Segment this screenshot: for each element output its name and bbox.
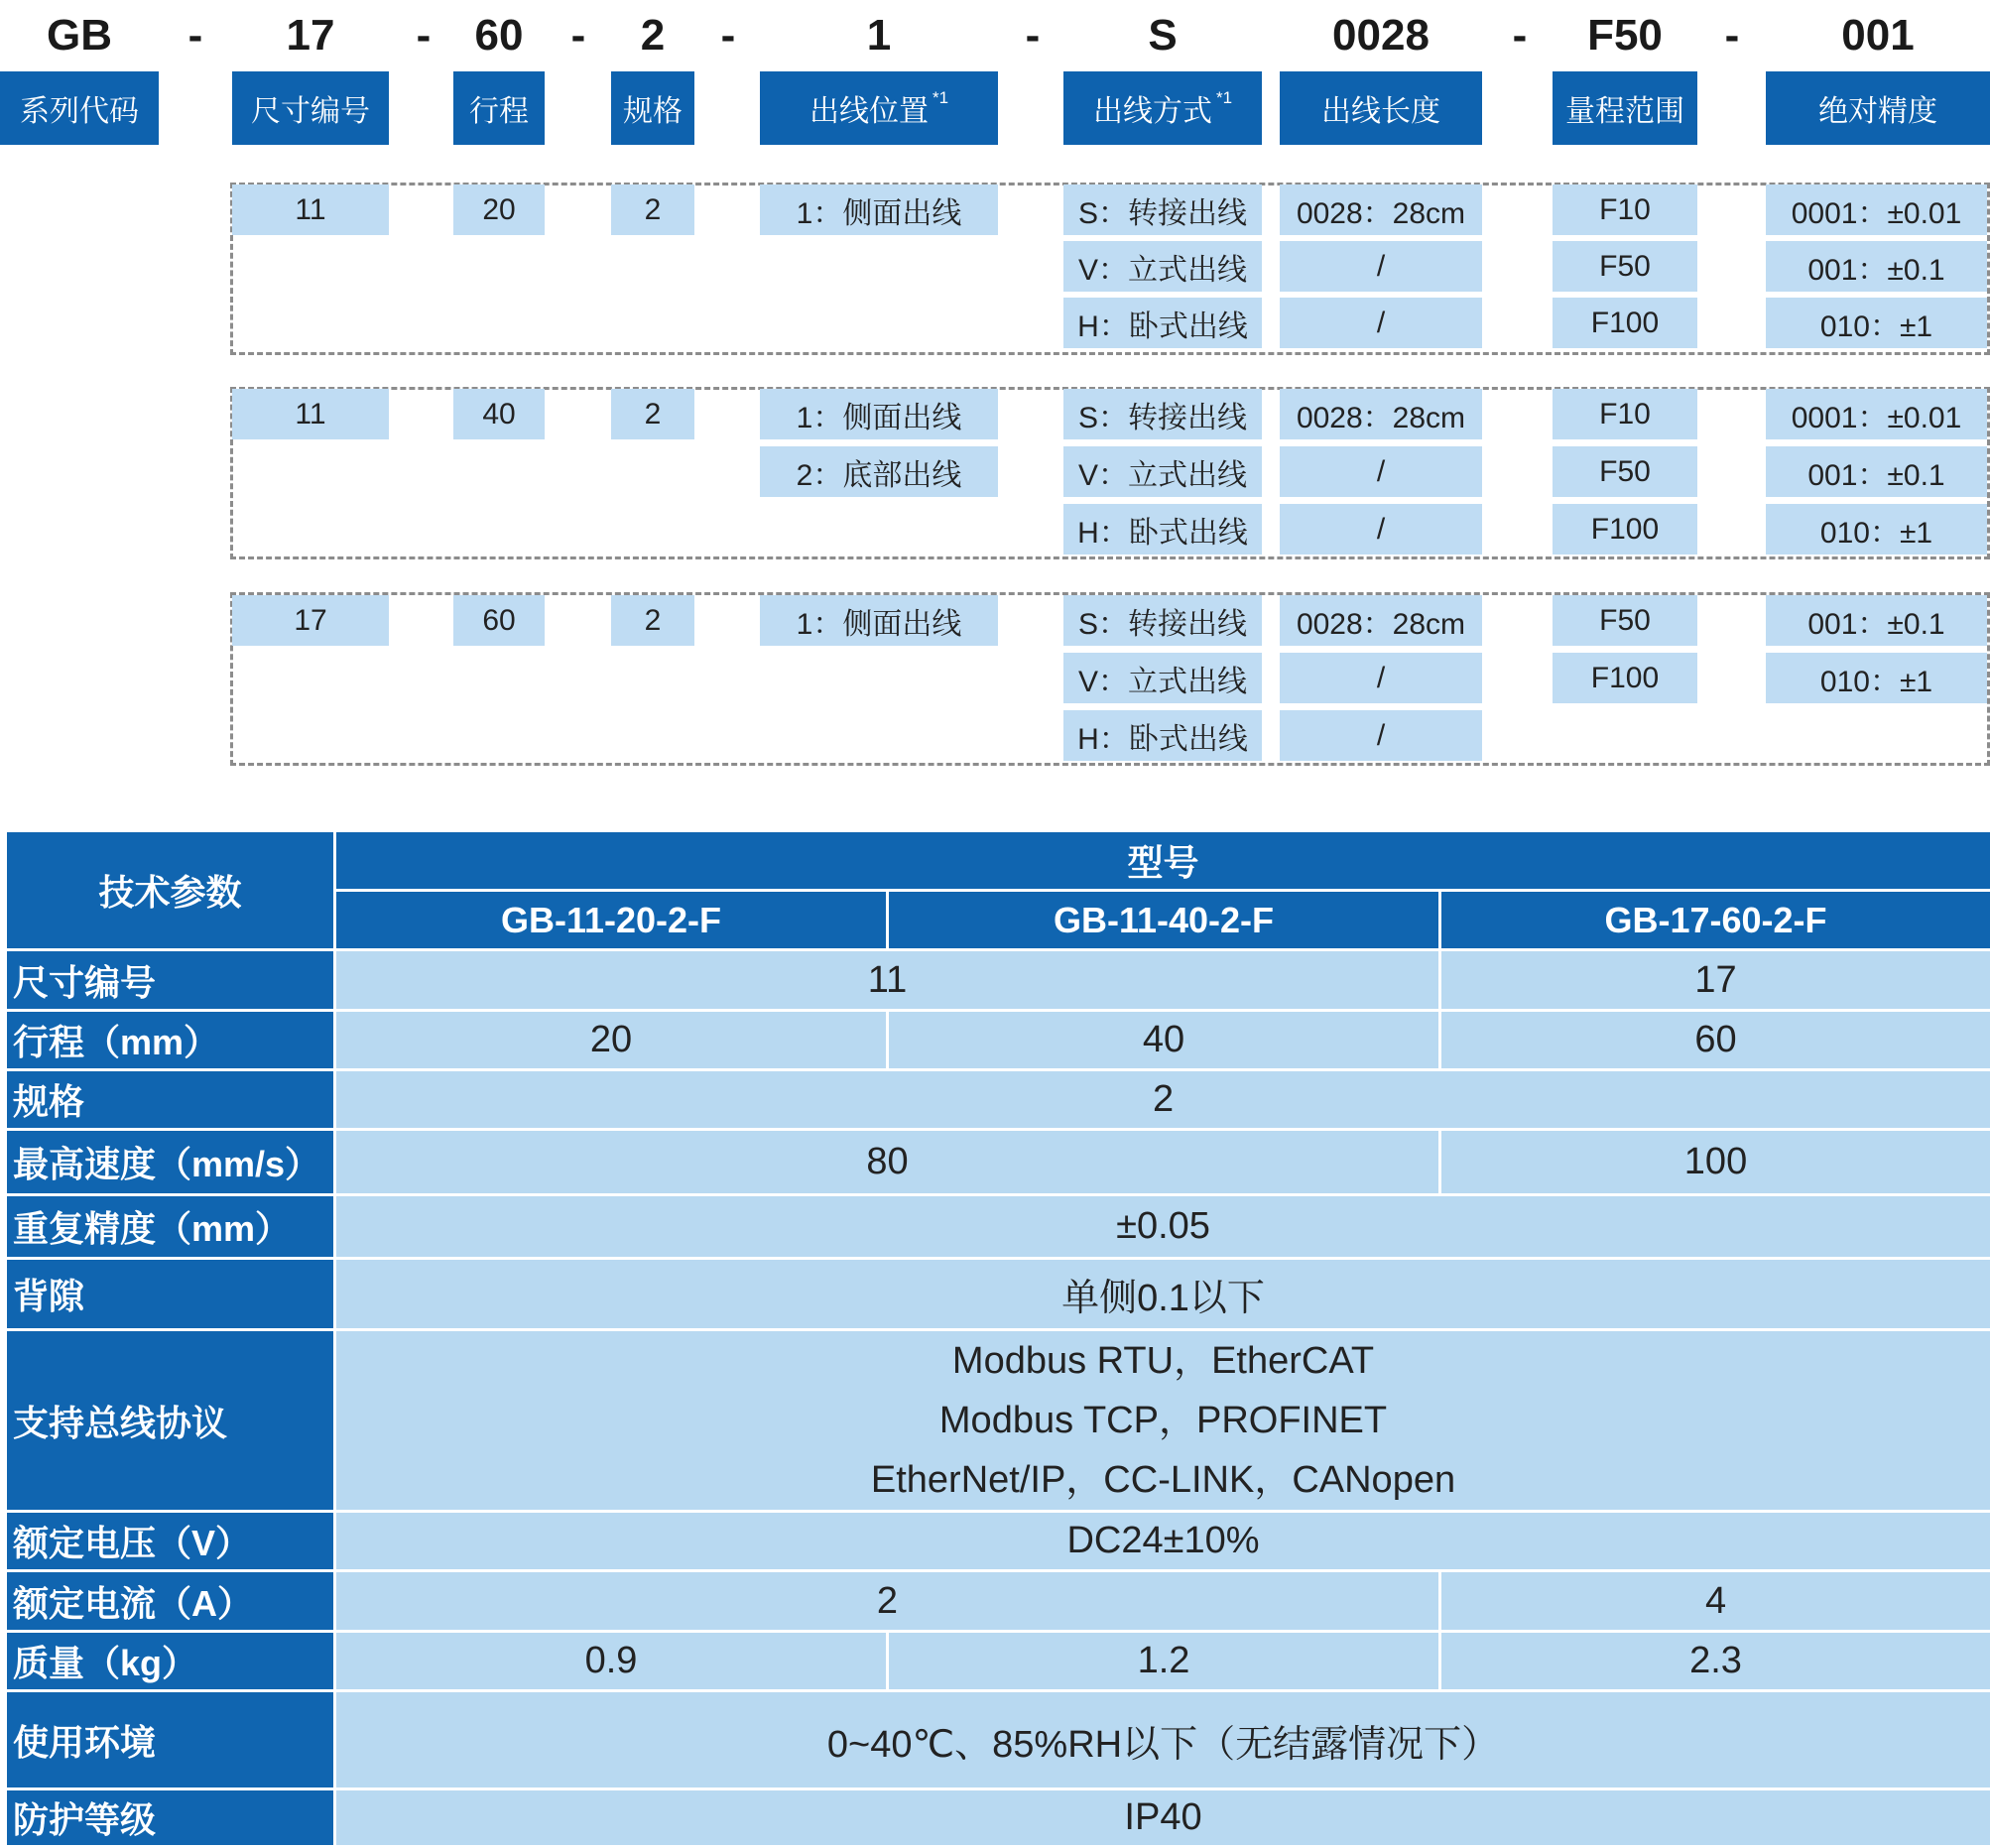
label-series: 系列代码 bbox=[0, 71, 159, 145]
option-size: 17 bbox=[232, 595, 389, 646]
table-row bbox=[6, 1195, 1990, 1259]
table-row bbox=[6, 950, 1990, 1011]
model-name: GB-11-40-2-F bbox=[888, 891, 1440, 950]
table-row bbox=[6, 1330, 1990, 1512]
option-range: F50 bbox=[1553, 446, 1697, 497]
code-dash: - bbox=[409, 4, 438, 67]
option-size: 11 bbox=[232, 389, 389, 439]
option-cable-length: 0028：28cm bbox=[1280, 185, 1482, 235]
model-name: GB-11-20-2-F bbox=[335, 891, 888, 950]
table-row bbox=[6, 1011, 1990, 1070]
option-stroke: 20 bbox=[453, 185, 545, 235]
code-dash: - bbox=[1505, 4, 1535, 67]
code-dash: - bbox=[181, 4, 210, 67]
option-accuracy: 0001：±0.01 bbox=[1766, 389, 1987, 439]
label-size: 尺寸编号 bbox=[232, 71, 389, 145]
cell-value: 60 bbox=[1440, 1011, 1990, 1070]
spec-corner-label: 技术参数 bbox=[6, 831, 335, 950]
code-outlet-position: 1 bbox=[760, 4, 998, 67]
cell-value: 20 bbox=[335, 1011, 888, 1070]
option-outlet-method: S：转接出线 bbox=[1063, 185, 1262, 235]
cell-value: 0~40℃、85%RH以下（无结露情况下） bbox=[335, 1691, 1990, 1789]
option-cable-length: / bbox=[1280, 241, 1482, 292]
option-range: F50 bbox=[1553, 241, 1697, 292]
cell-value: 2 bbox=[335, 1571, 1440, 1632]
table-row bbox=[6, 1259, 1990, 1330]
protocol-line: Modbus TCP，PROFINET bbox=[336, 1391, 1990, 1450]
option-cable-length: / bbox=[1280, 446, 1482, 497]
option-accuracy: 010：±1 bbox=[1766, 653, 1987, 703]
cell-value: 0.9 bbox=[335, 1632, 888, 1691]
table-row bbox=[6, 1789, 1990, 1847]
option-outlet-method: H：卧式出线 bbox=[1063, 710, 1262, 761]
footnote-mark: *1 bbox=[933, 88, 948, 108]
option-outlet-method: V：立式出线 bbox=[1063, 653, 1262, 703]
option-range: F10 bbox=[1553, 389, 1697, 439]
protocol-line: Modbus RTU，EtherCAT bbox=[336, 1331, 1990, 1391]
option-cable-length: / bbox=[1280, 298, 1482, 348]
model-header: 型号 bbox=[335, 831, 1990, 891]
option-accuracy: 001：±0.1 bbox=[1766, 241, 1987, 292]
row-label: 支持总线协议 bbox=[6, 1330, 335, 1512]
option-range: F50 bbox=[1553, 595, 1697, 646]
code-size: 17 bbox=[232, 4, 389, 67]
option-outlet-position: 1：侧面出线 bbox=[760, 185, 998, 235]
option-cable-length: 0028：28cm bbox=[1280, 595, 1482, 646]
cell-value: 2.3 bbox=[1440, 1632, 1990, 1691]
option-cable-length: / bbox=[1280, 710, 1482, 761]
option-outlet-position: 1：侧面出线 bbox=[760, 389, 998, 439]
row-label: 使用环境 bbox=[6, 1691, 335, 1789]
table-row bbox=[6, 1632, 1990, 1691]
cell-value: 100 bbox=[1440, 1130, 1990, 1195]
cell-value: IP40 bbox=[335, 1789, 1990, 1847]
code-outlet-method: S bbox=[1063, 4, 1262, 67]
code-spec: 2 bbox=[611, 4, 694, 67]
cell-value: 4 bbox=[1440, 1571, 1990, 1632]
label-spec: 规格 bbox=[611, 71, 694, 145]
option-accuracy: 0001：±0.01 bbox=[1766, 185, 1987, 235]
label-accuracy: 绝对精度 bbox=[1766, 71, 1990, 145]
row-label: 额定电压（V） bbox=[6, 1512, 335, 1571]
label-cable-length: 出线长度 bbox=[1280, 71, 1482, 145]
row-label: 最高速度（mm/s） bbox=[6, 1130, 335, 1195]
code-series: GB bbox=[0, 4, 159, 67]
protocol-list bbox=[335, 1330, 1990, 1512]
row-label: 背隙 bbox=[6, 1259, 335, 1330]
row-label: 行程（mm） bbox=[6, 1011, 335, 1070]
option-range: F100 bbox=[1553, 504, 1697, 554]
code-dash: - bbox=[1018, 4, 1048, 67]
cell-value: 单侧0.1以下 bbox=[335, 1259, 1990, 1330]
protocol-line: EtherNet/IP，CC-LINK，CANopen bbox=[336, 1450, 1990, 1510]
code-dash: - bbox=[563, 4, 593, 67]
row-label: 重复精度（mm） bbox=[6, 1195, 335, 1259]
option-accuracy: 001：±0.1 bbox=[1766, 446, 1987, 497]
cell-value: ±0.05 bbox=[335, 1195, 1990, 1259]
cell-value: 80 bbox=[335, 1130, 1440, 1195]
cell-value: 17 bbox=[1440, 950, 1990, 1011]
model-name: GB-17-60-2-F bbox=[1440, 891, 1990, 950]
code-stroke: 60 bbox=[453, 4, 545, 67]
option-accuracy: 001：±0.1 bbox=[1766, 595, 1987, 646]
cell-value: 2 bbox=[335, 1070, 1990, 1130]
option-range: F100 bbox=[1553, 298, 1697, 348]
option-range: F100 bbox=[1553, 653, 1697, 703]
spec-table bbox=[4, 829, 1990, 1848]
row-label: 规格 bbox=[6, 1070, 335, 1130]
cell-value: 11 bbox=[335, 950, 1440, 1011]
code-accuracy: 001 bbox=[1766, 4, 1990, 67]
table-row bbox=[6, 1070, 1990, 1130]
option-spec: 2 bbox=[611, 389, 694, 439]
cell-value: 40 bbox=[888, 1011, 1440, 1070]
row-label: 尺寸编号 bbox=[6, 950, 335, 1011]
footnote-mark: *1 bbox=[1216, 88, 1232, 108]
option-range: F10 bbox=[1553, 185, 1697, 235]
option-stroke: 40 bbox=[453, 389, 545, 439]
label-stroke: 行程 bbox=[453, 71, 545, 145]
code-dash: - bbox=[1717, 4, 1747, 67]
option-stroke: 60 bbox=[453, 595, 545, 646]
code-cable-length: 0028 bbox=[1280, 4, 1482, 67]
option-cable-length: / bbox=[1280, 653, 1482, 703]
option-outlet-method: S：转接出线 bbox=[1063, 595, 1262, 646]
table-row bbox=[6, 1691, 1990, 1789]
label-outlet-method: 出线方式 $^{*1}$ bbox=[1063, 71, 1262, 145]
table-row bbox=[6, 1512, 1990, 1571]
option-cable-length: 0028：28cm bbox=[1280, 389, 1482, 439]
table-row bbox=[6, 1571, 1990, 1632]
option-outlet-position: 1：侧面出线 bbox=[760, 595, 998, 646]
option-size: 11 bbox=[232, 185, 389, 235]
label-outlet-position: 出线位置 $^{*1}$ bbox=[760, 71, 998, 145]
option-outlet-method: H：卧式出线 bbox=[1063, 298, 1262, 348]
row-label: 防护等级 bbox=[6, 1789, 335, 1847]
row-label: 额定电流（A） bbox=[6, 1571, 335, 1632]
table-row bbox=[6, 1130, 1990, 1195]
option-spec: 2 bbox=[611, 185, 694, 235]
code-dash: - bbox=[713, 4, 743, 67]
option-outlet-method: V：立式出线 bbox=[1063, 446, 1262, 497]
option-accuracy: 010：±1 bbox=[1766, 504, 1987, 554]
option-outlet-method: V：立式出线 bbox=[1063, 241, 1262, 292]
row-label: 质量（kg） bbox=[6, 1632, 335, 1691]
label-range: 量程范围 bbox=[1553, 71, 1697, 145]
cell-value: DC24±10% bbox=[335, 1512, 1990, 1571]
option-cable-length: / bbox=[1280, 504, 1482, 554]
option-spec: 2 bbox=[611, 595, 694, 646]
option-outlet-method: H：卧式出线 bbox=[1063, 504, 1262, 554]
cell-value: 1.2 bbox=[888, 1632, 1440, 1691]
code-range: F50 bbox=[1553, 4, 1697, 67]
option-outlet-method: S：转接出线 bbox=[1063, 389, 1262, 439]
option-outlet-position: 2：底部出线 bbox=[760, 446, 998, 497]
option-accuracy: 010：±1 bbox=[1766, 298, 1987, 348]
